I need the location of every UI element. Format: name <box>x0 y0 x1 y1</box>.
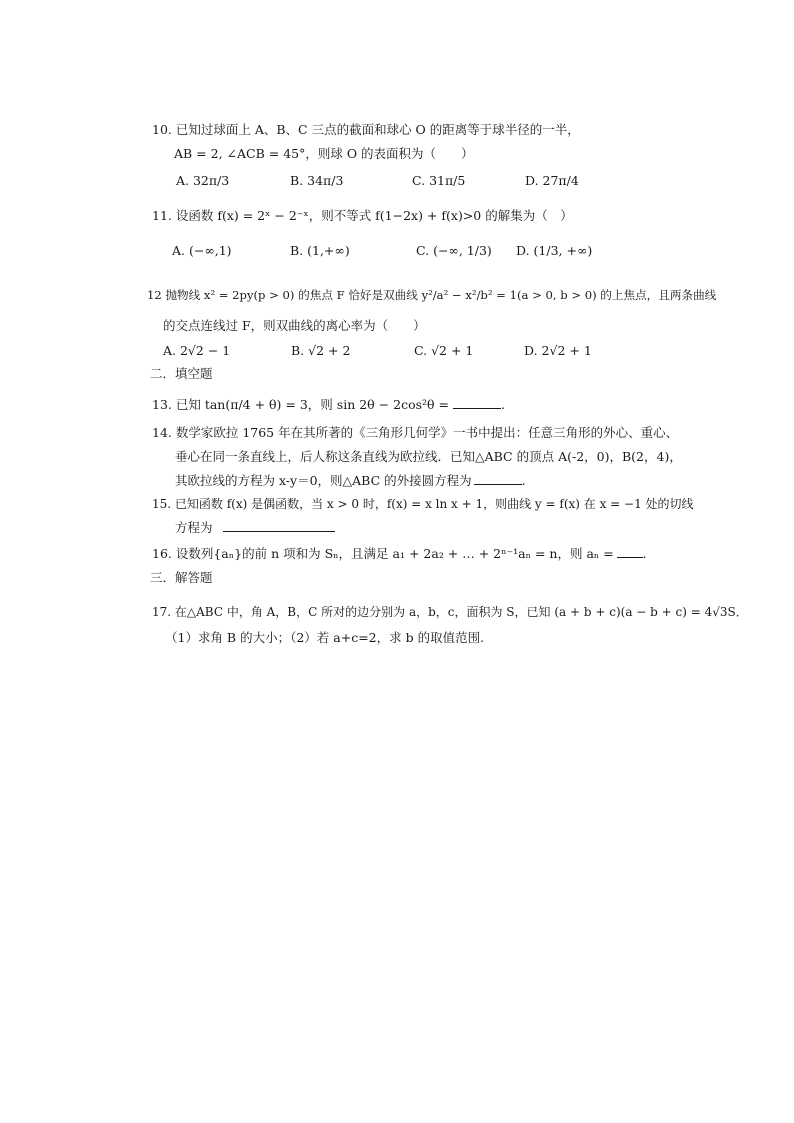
q15-line1: 15. 已知函数 f(x) 是偶函数，当 x > 0 时，f(x) = x ln x + 1，则曲线 y = f(x) 在 x = −1 处的切线 <box>152 497 694 511</box>
q11-line1: 11. 设函数 f(x) = 2ˣ − 2⁻ˣ，则不等式 f(1−2x) + f(x)>0 的解集为（ ） <box>152 208 573 223</box>
section-fill-in-heading: 二．填空题 <box>150 366 213 381</box>
q13-tail: . <box>501 397 505 412</box>
q14-line3 <box>175 472 526 489</box>
q11-option-a: A. (−∞,1) <box>172 243 232 258</box>
q17-line1: 17. 在△ABC 中，角 A，B，C 所对的边分别为 a，b，c，面积为 S，已知 (a + b + c)(a − b + c) = 4√3S． <box>152 605 748 619</box>
q13-answer-blank[interactable] <box>453 396 501 409</box>
q16-line <box>152 545 647 562</box>
q10-option-a: A. 32π/3 <box>176 173 230 188</box>
q11-option-b: B. (1,+∞) <box>290 243 350 258</box>
q14-line2: 垂心在同一条直线上，后人称这条直线为欧拉线．已知△ABC 的顶点 A(-2，0)，B(2，4)， <box>175 449 682 464</box>
q13-line <box>152 396 505 413</box>
q15-line2-text: 方程为 <box>175 520 213 535</box>
q16-answer-blank[interactable] <box>617 545 643 558</box>
q14-answer-blank[interactable] <box>474 472 522 485</box>
q12-option-c: C. √2 + 1 <box>414 343 474 358</box>
q16-tail: . <box>642 546 647 561</box>
q12-option-a: A. 2√2 − 1 <box>163 343 231 358</box>
q15-line2 <box>175 519 335 536</box>
q12-line2: 的交点连线过 F，则双曲线的离心率为（ ） <box>163 318 426 333</box>
q10-option-d: D. 27π/4 <box>525 173 579 188</box>
q12-option-d: D. 2√2 + 1 <box>524 343 592 358</box>
q11-option-d: D. (1/3, +∞) <box>516 243 593 258</box>
q10-line1: 10. 已知过球面上 A、B、C 三点的截面和球心 O 的距离等于球半径的一半， <box>152 122 580 137</box>
q10-option-b: B. 34π/3 <box>290 173 344 188</box>
q12-option-b: B. √2 + 2 <box>291 343 351 358</box>
q13-text: 13. 已知 tan(π/4 + θ) = 3，则 sin 2θ − 2cos²θ = <box>152 397 449 412</box>
q12-line1: 12 抛物线 x² = 2py(p > 0) 的焦点 F 恰好是双曲线 y²/a² − x²/b² = 1(a > 0, b > 0) 的上焦点，且两条曲线 <box>147 288 717 302</box>
q11-option-c: C. (−∞, 1/3) <box>416 243 492 258</box>
section-solution-heading: 三．解答题 <box>150 570 213 585</box>
q10-option-c: C. 31π/5 <box>412 173 466 188</box>
q14-line1: 14. 数学家欧拉 1765 年在其所著的《三角形几何学》一书中提出：任意三角形的外心、重心、 <box>152 425 679 440</box>
q16-text: 16. 设数列{aₙ}的前 n 项和为 Sₙ，且满足 a₁ + 2a₂ + … + 2ⁿ⁻¹aₙ = n，则 aₙ = <box>152 546 614 561</box>
q14-line3-text: 其欧拉线的方程为 x-y＝0，则△ABC 的外接圆方程为 <box>175 473 472 488</box>
q15-answer-blank[interactable] <box>223 519 335 532</box>
q10-line2: AB = 2, ∠ACB = 45°，则球 O 的表面积为（ ） <box>174 146 474 161</box>
q17-line2: （1）求角 B 的大小；（2）若 a+c=2，求 b 的取值范围. <box>165 630 485 645</box>
q14-tail: . <box>521 473 526 488</box>
